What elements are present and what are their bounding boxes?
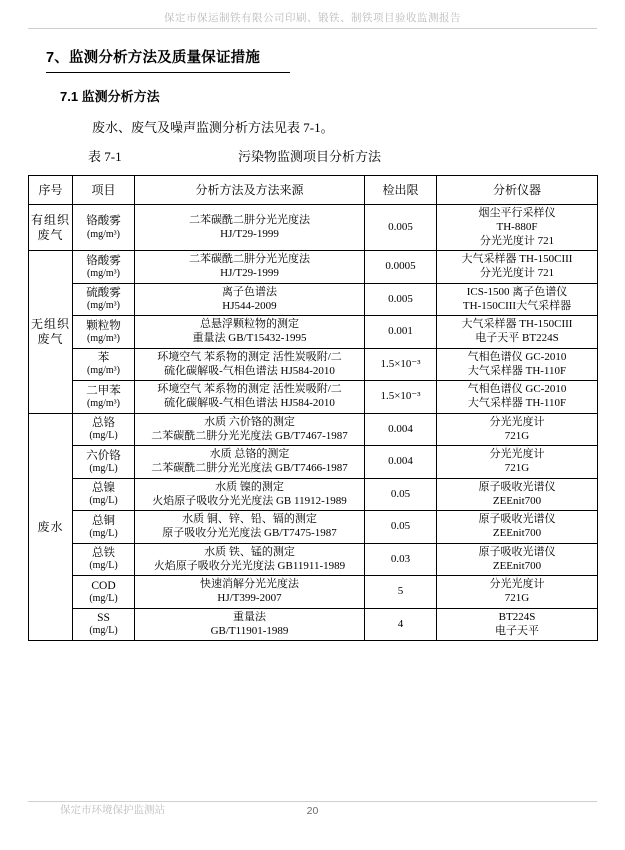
table-caption-text: 污染物监测项目分析方法	[238, 149, 382, 164]
cell-detection-limit: 0.05	[365, 511, 437, 544]
row-group-label: 废水	[29, 413, 73, 641]
cell-method: 环境空气 苯系物的测定 活性炭吸附/二 硫化碳解吸-气相色谱法 HJ584-2010	[135, 348, 365, 381]
table-caption-number: 表 7-1	[88, 149, 122, 164]
cell-detection-limit: 0.004	[365, 413, 437, 446]
cell-detection-limit: 1.5×10⁻³	[365, 381, 437, 414]
footer-page-number: 20	[306, 805, 319, 817]
table-body	[29, 205, 598, 641]
cell-instrument: 原子吸收光谱仪 ZEEnit700	[437, 478, 598, 511]
cell-detection-limit: 1.5×10⁻³	[365, 348, 437, 381]
cell-method: 离子色谱法 HJ544-2009	[135, 283, 365, 316]
table-row	[29, 511, 598, 544]
cell-item: COD (mg/L)	[73, 576, 135, 609]
table-row	[29, 446, 598, 479]
cell-instrument: 分光光度计 721G	[437, 446, 598, 479]
cell-instrument: 原子吸收光谱仪 ZEEnit700	[437, 511, 598, 544]
cell-method: 二苯碳酰二肼分光光度法 HJ/T29-1999	[135, 251, 365, 284]
cell-method: 水质 镍的测定 火焰原子吸收分光光度法 GB 11912-1989	[135, 478, 365, 511]
table-row	[29, 283, 598, 316]
cell-item: 苯 (mg/m³)	[73, 348, 135, 381]
cell-method: 水质 总铬的测定 二苯碳酰二肼分光光度法 GB/T7466-1987	[135, 446, 365, 479]
cell-instrument: 原子吸收光谱仪 ZEEnit700	[437, 543, 598, 576]
cell-detection-limit: 0.05	[365, 478, 437, 511]
cell-method: 二苯碳酰二肼分光光度法 HJ/T29-1999	[135, 205, 365, 251]
table-row	[29, 316, 598, 349]
cell-method: 快速消解分光光度法 HJ/T399-2007	[135, 576, 365, 609]
cell-item: 二甲苯 (mg/m³)	[73, 381, 135, 414]
body-paragraph: 废水、废气及噪声监测分析方法见表 7-1。	[92, 120, 334, 135]
section-heading-underline	[46, 72, 290, 73]
column-header-method: 分析方法及方法来源	[135, 176, 365, 205]
cell-item: SS (mg/L)	[73, 608, 135, 641]
column-header-limit: 检出限	[365, 176, 437, 205]
cell-instrument: 大气采样器 TH-150CIII 电子天平 BT224S	[437, 316, 598, 349]
cell-item: 总铬 (mg/L)	[73, 413, 135, 446]
cell-method: 总悬浮颗粒物的测定 重量法 GB/T15432-1995	[135, 316, 365, 349]
subsection-heading: 7.1 监测分析方法	[60, 89, 160, 104]
cell-method: 水质 铁、锰的测定 火焰原子吸收分光光度法 GB11911-1989	[135, 543, 365, 576]
cell-method: 重量法 GB/T11901-1989	[135, 608, 365, 641]
cell-item: 总铜 (mg/L)	[73, 511, 135, 544]
cell-item: 总铁 (mg/L)	[73, 543, 135, 576]
column-header-instrument: 分析仪器	[437, 176, 598, 205]
table-row	[29, 543, 598, 576]
cell-instrument: 气相色谱仪 GC-2010 大气采样器 TH-110F	[437, 381, 598, 414]
row-group-label: 无组织 废气	[29, 251, 73, 414]
cell-method: 水质 六价铬的测定 二苯碳酰二肼分光光度法 GB/T7467-1987	[135, 413, 365, 446]
cell-item: 铬酸雾 (mg/m³)	[73, 205, 135, 251]
column-header-index: 序号	[29, 176, 73, 205]
cell-instrument: ICS-1500 离子色谱仪 TH-150CIII大气采样器	[437, 283, 598, 316]
cell-instrument: 烟尘平行采样仪 TH-880F 分光光度计 721	[437, 205, 598, 251]
cell-detection-limit: 0.0005	[365, 251, 437, 284]
table-header-row	[29, 176, 598, 205]
cell-instrument: BT224S 电子天平	[437, 608, 598, 641]
table-row	[29, 251, 598, 284]
cell-detection-limit: 0.03	[365, 543, 437, 576]
cell-detection-limit: 0.005	[365, 283, 437, 316]
footer-organization: 保定市环境保护监测站	[60, 804, 165, 816]
cell-method: 水质 铜、锌、铅、镉的测定 原子吸收分光光度法 GB/T7475-1987	[135, 511, 365, 544]
page-header-watermark: 保定市保运制铁有限公司印刷、锻铁、制铁项目验收监测报告	[164, 12, 461, 24]
table-row	[29, 576, 598, 609]
table-row	[29, 348, 598, 381]
cell-detection-limit: 0.001	[365, 316, 437, 349]
cell-detection-limit: 0.004	[365, 446, 437, 479]
cell-instrument: 分光光度计 721G	[437, 413, 598, 446]
cell-detection-limit: 5	[365, 576, 437, 609]
table-row	[29, 413, 598, 446]
cell-item: 总镍 (mg/L)	[73, 478, 135, 511]
cell-method: 环境空气 苯系物的测定 活性炭吸附/二 硫化碳解吸-气相色谱法 HJ584-2010	[135, 381, 365, 414]
cell-item: 铬酸雾 (mg/m³)	[73, 251, 135, 284]
cell-item: 硫酸雾 (mg/m³)	[73, 283, 135, 316]
cell-instrument: 大气采样器 TH-150CIII 分光光度计 721	[437, 251, 598, 284]
cell-detection-limit: 0.005	[365, 205, 437, 251]
header-divider	[28, 28, 597, 29]
table-row	[29, 205, 598, 251]
cell-instrument: 分光光度计 721G	[437, 576, 598, 609]
cell-instrument: 气相色谱仪 GC-2010 大气采样器 TH-110F	[437, 348, 598, 381]
table-caption	[88, 146, 558, 165]
cell-detection-limit: 4	[365, 608, 437, 641]
monitoring-methods-table	[28, 175, 598, 641]
row-group-label: 有组织 废气	[29, 205, 73, 251]
table-row	[29, 381, 598, 414]
table-row	[29, 478, 598, 511]
section-heading: 7、监测分析方法及质量保证措施	[46, 50, 261, 66]
column-header-item: 项目	[73, 176, 135, 205]
table-row	[29, 608, 598, 641]
cell-item: 颗粒物 (mg/m³)	[73, 316, 135, 349]
cell-item: 六价铬 (mg/L)	[73, 446, 135, 479]
